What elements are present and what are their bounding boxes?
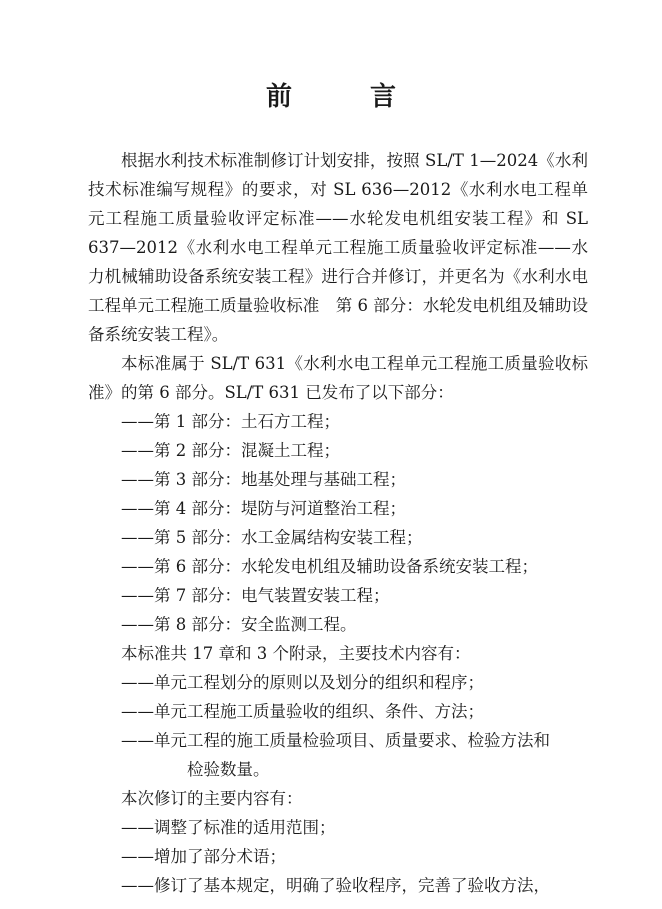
list-item: ——第 6 部分：水轮发电机组及辅助设备系统安装工程； bbox=[121, 557, 538, 576]
list-item: ——第 8 部分：安全监测工程。 bbox=[121, 615, 357, 634]
list-item: ——第 2 部分：混凝土工程； bbox=[121, 441, 340, 460]
list-item: ——第 3 部分：地基处理与基础工程； bbox=[121, 470, 406, 489]
paragraph-revision-background: 根据水利技术标准制修订计划安排，按照 SL/T 1—2024《水利技术标准编写规程》的要求，对 SL 636—2012《水利水电工程单元工程施工质量验收评定标准——水轮发电机组安装工程》和 SL 637—2012《水利水电工程单元工程施工质量验收评定标准——水力机械辅助设备系统安装工程》进行合并修订，并更名为《水利水电工程单元工程施工质量验收标准 第 6 部分：水轮发电机组及辅助设备系统安装工程》。 bbox=[88, 151, 588, 344]
parts-list bbox=[88, 407, 588, 639]
list-item: ——第 4 部分：堤防与河道整治工程； bbox=[121, 499, 406, 518]
list-item: ——修订了基本规定，明确了验收程序，完善了验收方法， bbox=[121, 876, 550, 895]
list-item bbox=[88, 726, 588, 784]
content-list bbox=[88, 668, 588, 784]
list-item-line: ——单元工程的施工质量检验项目、质量要求、检验方法和 bbox=[121, 731, 550, 750]
paragraph-contents-intro: 本标准共 17 章和 3 个附录，主要技术内容有： bbox=[121, 644, 471, 663]
list-item: ——增加了部分术语； bbox=[121, 847, 286, 866]
list-item-continuation: 检验数量。 bbox=[187, 760, 270, 779]
paragraph-revision-intro: 本次修订的主要内容有： bbox=[121, 789, 303, 808]
document-body bbox=[88, 146, 588, 900]
list-item: ——第 7 部分：电气装置安装工程； bbox=[121, 586, 390, 605]
list-item: ——单元工程划分的原则以及划分的组织和程序； bbox=[121, 673, 484, 692]
paragraph-series-intro: 本标准属于 SL/T 631《水利水电工程单元工程施工质量验收标准》的第 6 部分。SL/T 631 已发布了以下部分： bbox=[88, 354, 588, 402]
list-item: ——第 5 部分：水工金属结构安装工程； bbox=[121, 528, 423, 547]
list-item: ——单元工程施工质量验收的组织、条件、方法； bbox=[121, 702, 484, 721]
list-item: ——调整了标准的适用范围； bbox=[121, 818, 336, 837]
page-title: 前 言 bbox=[265, 82, 422, 112]
revision-list bbox=[88, 813, 588, 900]
list-item: ——第 1 部分：土石方工程； bbox=[121, 412, 340, 431]
